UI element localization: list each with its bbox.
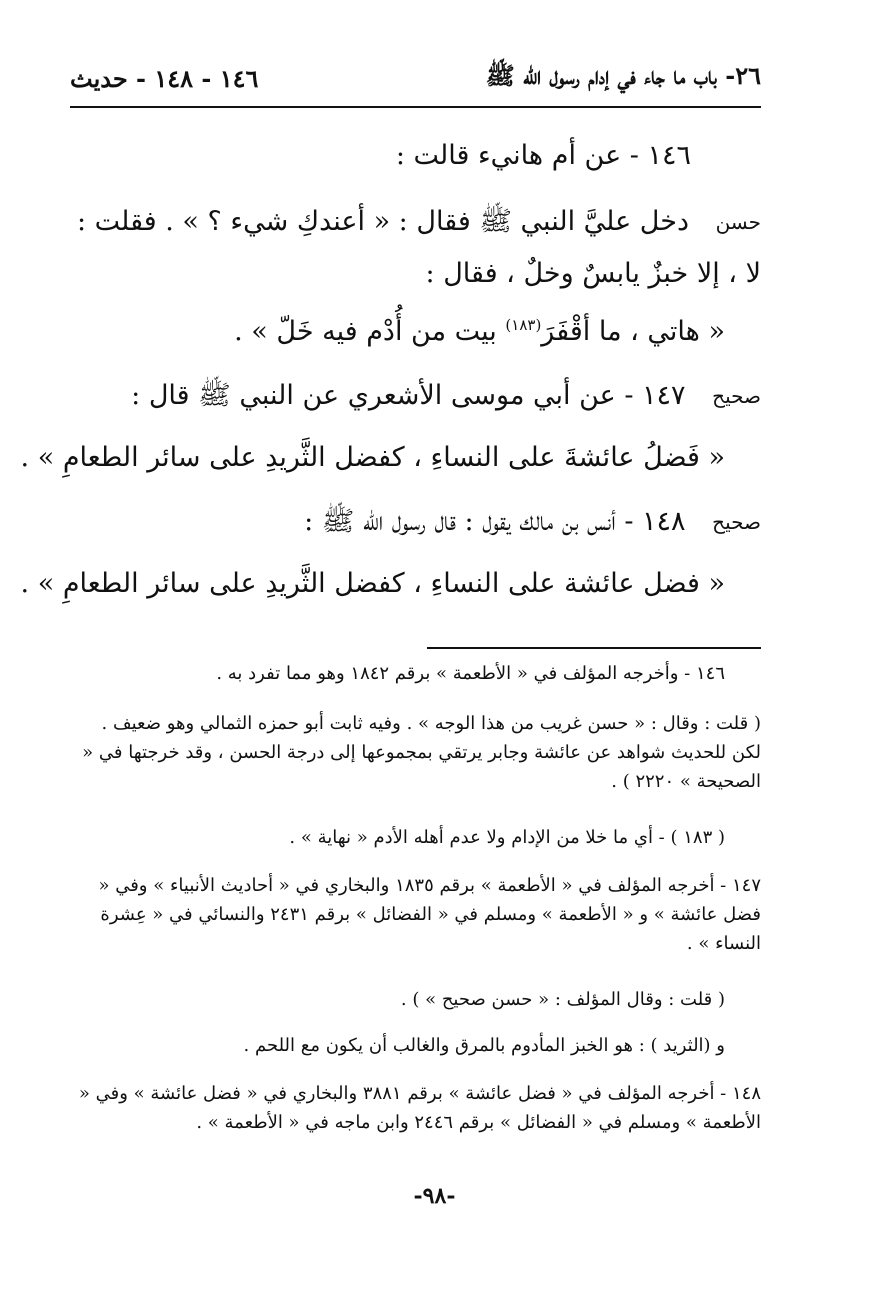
footnote-146: ١٤٦ - وأخرجه المؤلف في « الأطعمة » برقم ١٨٤٢ وهو مما تفرد به . [216, 663, 725, 684]
page-number: -٩٨- [413, 1183, 456, 1209]
footnote-146-comment: ( قلت : وقال : « حسن غريب من هذا الوجه » . وفيه ثابت أبو حمزه الثمالي وهو ضعيف . لكن للحديث شواهد عن عائشة وجابر يرتقي بمجموعها إلى درجة الحسن ، وقد خرجتها في « الصحيحة » ٢٢٢٠ ) . [82, 713, 761, 792]
hadith-146-line2: لا ، إلا خبزٌ يابسٌ وخلٌ ، فقال : [425, 258, 761, 289]
footnote-183: ( ١٨٣ ) - أي ما خلا من الإدام ولا عدم أهله الأدم « نهاية » . [289, 827, 725, 848]
footnote-tharid-definition: و (الثريد ) : هو الخبز المأدوم بالمرق والغالب أن يكون مع اللحم . [243, 1035, 725, 1056]
hadith-148-text: « فضل عائشة على النساءِ ، كفضل الثَّريدِ على سائر الطعامِ » . [20, 568, 725, 599]
hadith-range: ١٤٦ - ١٤٨ - حديث [70, 63, 259, 93]
footnote-148: ١٤٨ - أخرجه المؤلف في « فضل عائشة » برقم ٣٨٨١ والبخاري في « فضل عائشة » وفي « الأطعمة » ومسلم في « الفضائل » برقم ٢٤٤٦ وابن ماجه في « الأطعمة » . [78, 1083, 761, 1133]
footnote-147: ١٤٧ - أخرجه المؤلف في « الأطعمة » برقم ١٨٣٥ والبخاري في « أحاديث الأنبياء » وفي « فضل عائشة » و « الأطعمة » ومسلم في « الفضائل » برقم ٢٤٣١ والنسائي في « عِشرة النساء » . [98, 875, 761, 954]
hadith-146-line3: « هاتي ، ما أقْفَرَ$^{(١٨٣)}$ بيت من أُدْم فيه خَلّ » . [234, 316, 725, 347]
footnote-ref-183: (١٨٣) [505, 316, 542, 334]
hadith-148-grade: صحيح [712, 510, 761, 534]
hadith-146-line1: حسن دخل عليَّ النبي ﷺ فقال : « أعندكِ شيء ؟ » . فقلت : [76, 206, 761, 237]
hadith-147-text: « فَضلُ عائشةَ على النساءِ ، كفضل الثَّريدِ على سائر الطعامِ » . [20, 442, 725, 473]
footnote-divider [427, 647, 761, 649]
chapter-title: ٢٦- باب ما جاء في إدام رسول الله ﷺ [485, 60, 761, 90]
hadith-146-intro: ١٤٦ - عن أم هانيء قالت : [395, 140, 691, 171]
hadith-146-grade: حسن [715, 210, 761, 234]
hadith-147-intro: صحيح ١٤٧ - عن أبي موسى الأشعري عن النبي ﷺ قال : [131, 380, 761, 411]
hadith-148-intro: صحيح ١٤٨ - أنس بن مالك يقول : قال رسول الله ﷺ : [304, 506, 761, 537]
footnote-147-comment: ( قلت : وقال المؤلف : « حسن صحيح » ) . [400, 989, 725, 1010]
page-header [70, 58, 761, 98]
hadith-147-grade: صحيح [712, 384, 761, 408]
header-divider [70, 106, 761, 108]
